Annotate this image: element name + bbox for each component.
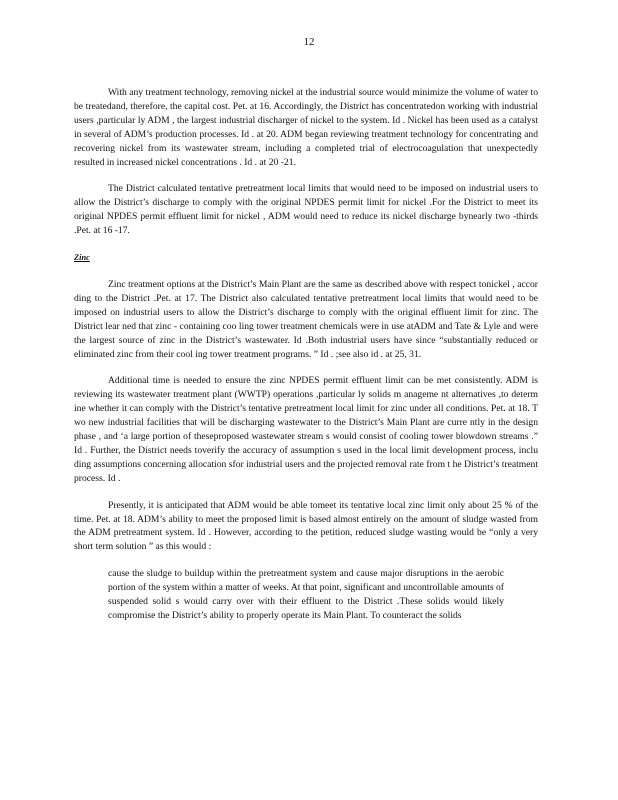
paragraph-adm-zinc-limit: Presently, it is anticipated that ADM would be able tomeet its tentative local zinc limit only about 25 % of the time. Pet. at 18. ADM’s ability to meet the proposed limit is based almost entirely on the amount of sludge wasted from the ADM pretreatment system. Id . However, according to the petition, reduced sludge wasting would be “only a very short term solution ” as this would : bbox=[74, 499, 538, 553]
paragraph-zinc-treatment-options: Zinc treatment options at the District’s Main Plant are the same as described above with respect tonickel , accor ding to the District .Pet. at 17. The District also calculated tentative pretreatment local limits that would need to be imposed on industrial users to allow the District’s discharge to comply with the original effluent limit for zinc. The District lear ned that zinc - containing coo ling tower treatment chemicals were in use atADM and Tate & Lyle and were the largest source of zinc in the District’s wastewater. Id .Both industrial users have since “substantially reduced or eliminated zinc from their cool ing tower treatment programs. ” Id . ;see also id . at 25, 31. bbox=[74, 278, 538, 360]
page-number: 12 bbox=[303, 36, 315, 48]
section-heading-zinc: Zinc bbox=[74, 253, 90, 263]
block-quote-sludge: cause the sludge to buildup within the pretreatment system and cause major disruptions in the aerobic portion of the system within a matter of weeks. At that point, significant and uncontrollable amounts of suspended solid s would carry over with their effluent to the District .These solids would likely compromise the District’s ability to properly operate its Main Plant. To counteract the solids bbox=[108, 568, 504, 621]
paragraph-zinc-additional-time: Additional time is needed to ensure the zinc NPDES permit effluent limit can be met consistently. ADM is reviewing its wastewater treatment plant (WWTP) operations ,particular ly solids m anageme nt alternatives ,to determ ine whether it can comply with the District’s tentative pretreatment local limit for zinc under all conditions. Pet. at 18. T wo new industrial facilities that will be discharging wastewater to the District’s Main Plant are curre ntly in the design phase , and ‘a large portion of theseproposed wastewater stream s would consist of cooling tower blowdown streams .” Id . Further, the District needs toverify the accuracy of assumption s used in the local limit development process, inclu ding assumptions concerning allocation sfor industrial users and the projected removal rate from t he District’s treatment process. Id . bbox=[74, 375, 538, 484]
paragraph-nickel-source-reduction: With any treatment technology, removing nickel at the industrial source would minimize the volume of water to be treatedand, therefore, the capital cost. Pet. at 16. Accordingly, the District has concentratedon working with industrial users ,particular ly ADM , the largest industrial discharger of nickel to the system. Id . Nickel has been used as a catalyst in several of ADM’s production processes. Id . at 20. ADM began reviewing treatment technology for concentrating and recovering nickel from its wastewater stream, including a completed trial of electrocoagulation that unexpectedly resulted in increased nickel concentrations . Id . at 20 -21. bbox=[74, 87, 538, 168]
paragraph-nickel-local-limits: The District calculated tentative pretreatment local limits that would need to be imposed on industrial users to allow the District’s discharge to comply with the original NPDES permit limit for nickel .For the District to meet its original NPDES permit effluent limit for nickel , ADM would need to reduce its nickel discharge bynearly two -thirds .Pet. at 16 -17. bbox=[74, 183, 538, 237]
document-body bbox=[74, 86, 538, 623]
